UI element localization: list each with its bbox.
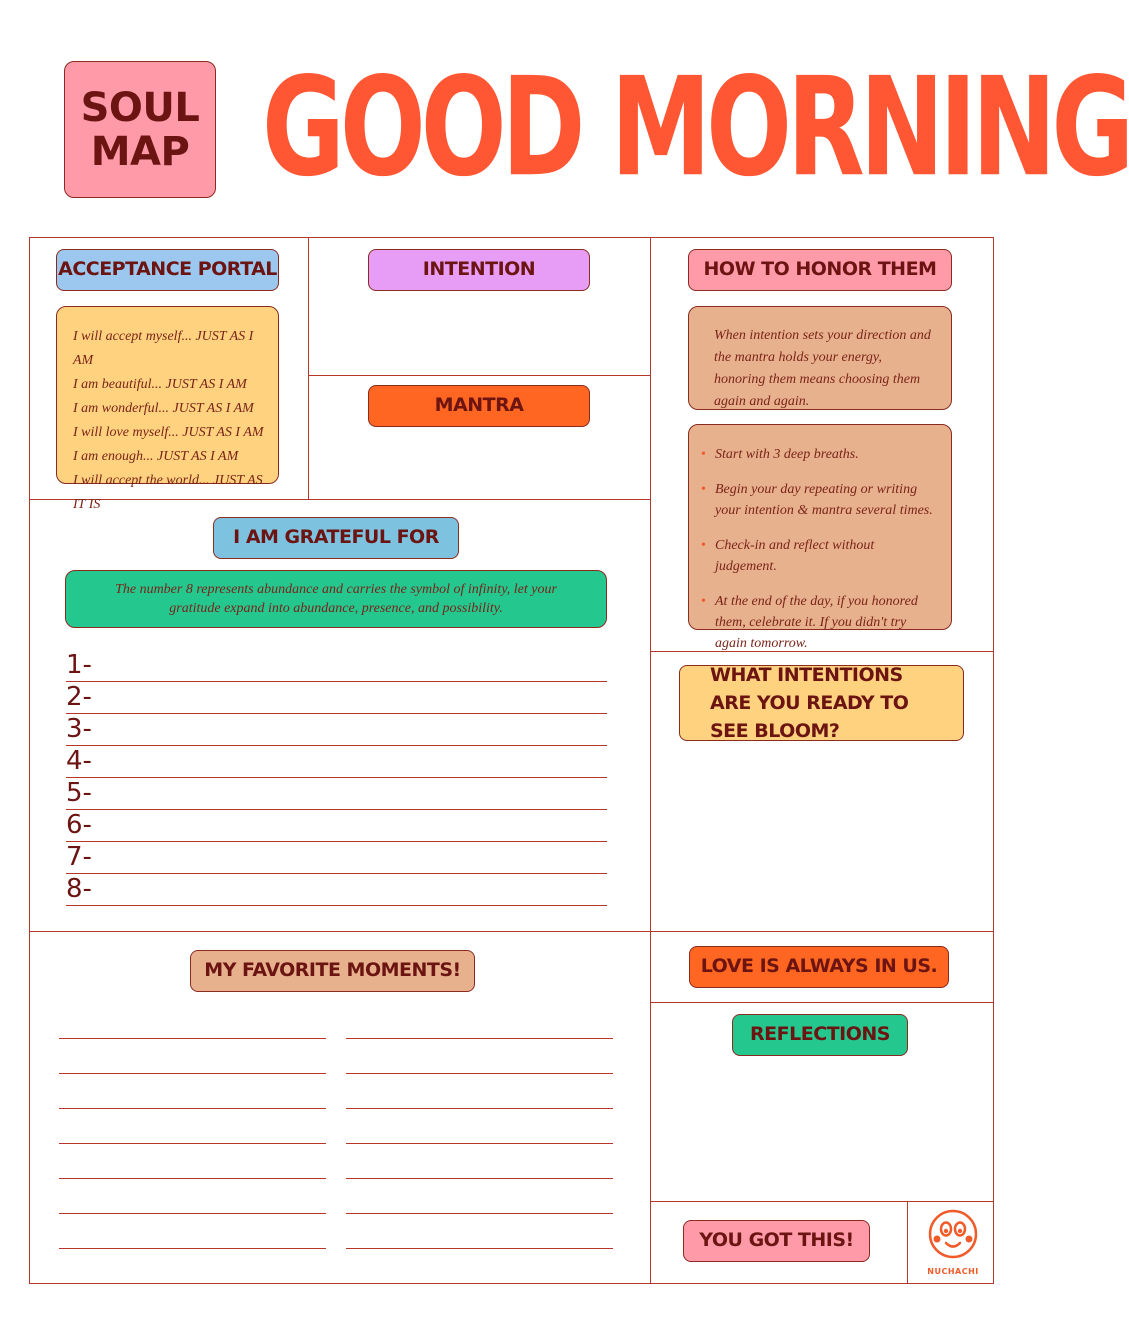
writing-line[interactable] [66,745,607,746]
honor-steps [688,424,952,651]
divider [308,237,309,500]
nuchachi-logo [922,1208,984,1278]
affirmation-line: I will love myself... JUST AS I AM [73,425,264,440]
grateful-number: 7- [66,842,92,872]
love-label: LOVE IS ALWAYS IN US. [689,946,949,988]
soul-map-logo [64,61,216,198]
honor-label: HOW TO HONOR THEM [688,249,952,291]
intention-label: INTENTION [368,249,590,291]
grateful-number: 8- [66,874,92,904]
smiley-face-icon [922,1208,984,1260]
writing-line[interactable] [66,873,607,874]
bloom-label: WHAT INTENTIONS ARE YOU READY TO SEE BLOOM? [679,665,964,741]
logo-line-1: SOUL [80,84,200,131]
page-title: GOOD MORNING [262,47,1129,207]
affirmation-line: I will accept the world... JUST AS IT IS [73,473,263,512]
grateful-number: 5- [66,778,92,808]
logo-line-2: MAP [90,128,190,175]
moment-line[interactable] [346,1038,613,1039]
affirmation-line: I am wonderful... JUST AS I AM [73,401,254,416]
divider [308,375,650,376]
grateful-number: 4- [66,746,92,776]
moment-line[interactable] [59,1248,326,1249]
moment-line[interactable] [346,1178,613,1179]
writing-line[interactable] [66,809,607,810]
writing-line[interactable] [66,777,607,778]
grateful-note: The number 8 represents abundance and carries the symbol of infinity, let your gratitude expand into abundance, presence, and possibility. [65,570,607,628]
affirmation-line: I am beautiful... JUST AS I AM [73,377,247,392]
grateful-label: I AM GRATEFUL FOR [213,517,459,559]
brand-name: NUCHACHI [927,1267,979,1276]
honor-step: • Check-in and reflect without judgement. [691,535,935,577]
moment-line[interactable] [346,1073,613,1074]
writing-line[interactable] [66,681,607,682]
acceptance-portal-label: ACCEPTANCE PORTAL [56,249,279,291]
moment-line[interactable] [59,1108,326,1109]
moment-line[interactable] [59,1143,326,1144]
writing-line[interactable] [66,841,607,842]
closing-label: YOU GOT THIS! [683,1220,870,1262]
moment-line[interactable] [59,1038,326,1039]
moment-line[interactable] [59,1213,326,1214]
mantra-label: MANTRA [368,385,590,427]
moment-line[interactable] [59,1178,326,1179]
moment-line[interactable] [346,1213,613,1214]
divider [650,1002,994,1003]
moment-line[interactable] [59,1073,326,1074]
moments-label: MY FAVORITE MOMENTS! [190,950,475,992]
affirmation-line: I will accept myself... JUST AS I AM [73,329,254,368]
acceptance-affirmations [56,306,279,512]
writing-line[interactable] [66,713,607,714]
divider [29,931,994,932]
grateful-number: 2- [66,682,92,712]
honor-step: • Start with 3 deep breaths. [691,444,935,465]
grateful-number: 1- [66,650,92,680]
grateful-number: 6- [66,810,92,840]
divider [907,1201,908,1284]
writing-line[interactable] [66,905,607,906]
affirmation-line: I am enough... JUST AS I AM [73,449,239,464]
divider [650,237,651,1284]
grateful-number: 3- [66,714,92,744]
honor-step: • Begin your day repeating or writing your intention & mantra several times. [691,479,935,521]
moment-line[interactable] [346,1108,613,1109]
honor-intro: When intention sets your direction and the mantra holds your energy, honoring them means choosing them again and again. [688,306,952,410]
moment-line[interactable] [346,1143,613,1144]
honor-step: • At the end of the day, if you honored them, celebrate it. If you didn't try again tomorrow. [691,591,935,654]
reflections-label: REFLECTIONS [732,1014,908,1056]
moment-line[interactable] [346,1248,613,1249]
divider [650,1201,994,1202]
